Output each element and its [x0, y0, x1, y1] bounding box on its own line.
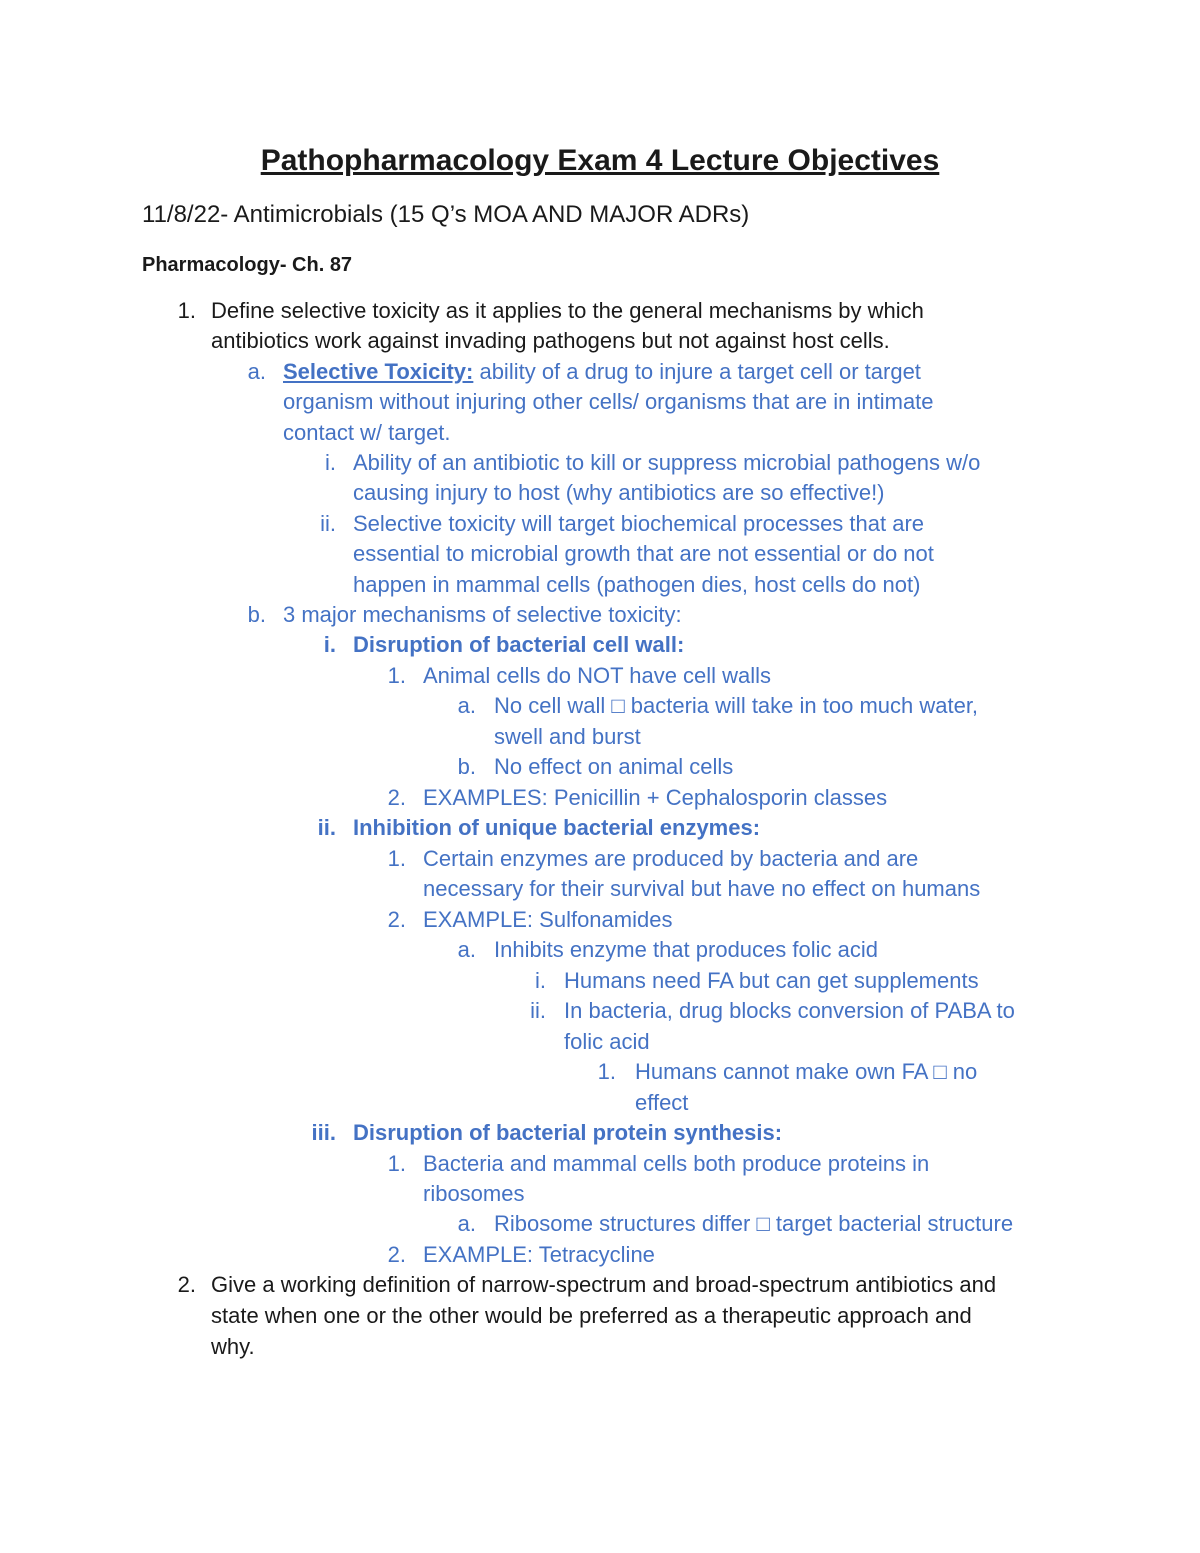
- mech3-point-2: EXAMPLE: Tetracycline: [423, 1242, 655, 1267]
- mech2-point-2-marker: 2.: [387, 907, 406, 932]
- mech2-point-2aii-line-2: folic acid: [564, 1029, 650, 1054]
- mech1-point-1b-marker: b.: [457, 754, 476, 779]
- mech2-point-1-marker: 1.: [387, 846, 406, 871]
- objective-2-text-line-3: why.: [211, 1334, 255, 1359]
- mech2-point-1-line-1: Certain enzymes are produced by bacteria and are: [423, 846, 919, 871]
- mech2-point-1-line-2: necessary for their survival but have no effect on humans: [423, 876, 981, 901]
- mechanism-2-heading: Inhibition of unique bacterial enzymes:: [353, 815, 761, 840]
- mech3-point-1a: Ribosome structures differ □ target bacterial structure: [494, 1211, 1014, 1236]
- item-b-text: 3 major mechanisms of selective toxicity:: [283, 602, 682, 627]
- item-b-marker: b.: [247, 602, 266, 627]
- objective-1-text-line-2: antibiotics work against invading pathogens but not against host cells.: [211, 328, 890, 353]
- mech2-point-2ai: Humans need FA but can get supplements: [564, 968, 979, 993]
- objective-1-marker: 1.: [177, 298, 196, 323]
- item-a-ii-line-1: Selective toxicity will target biochemical processes that are: [353, 511, 925, 536]
- mech2-point-2aii1-line-2: effect: [635, 1090, 689, 1115]
- definition-line-3: contact w/ target.: [283, 420, 451, 445]
- mechanism-2-marker: ii.: [317, 815, 336, 840]
- mech2-point-2a: Inhibits enzyme that produces folic acid: [494, 937, 878, 962]
- mech2-point-2aii1-marker: 1.: [597, 1059, 616, 1084]
- mech3-point-2-marker: 2.: [387, 1242, 406, 1267]
- mech2-point-2aii-line-1: In bacteria, drug blocks conversion of PABA to: [564, 998, 1015, 1023]
- mech3-point-1-line-1: Bacteria and mammal cells both produce proteins in: [423, 1151, 930, 1176]
- item-a-marker: a.: [247, 359, 266, 384]
- mech2-point-2aii-marker: ii.: [530, 998, 546, 1023]
- mech1-point-2-marker: 2.: [387, 785, 406, 810]
- definition-line-1: ability of a drug to injure a target cell or target: [473, 359, 921, 384]
- mechanism-3-heading: Disruption of bacterial protein synthesis:: [353, 1120, 783, 1145]
- mech1-point-1a-line-1: No cell wall □ bacteria will take in too much water,: [494, 693, 979, 718]
- mechanism-3-marker: iii.: [311, 1120, 336, 1145]
- mech3-point-1-marker: 1.: [387, 1151, 406, 1176]
- objective-2-text-line-1: Give a working definition of narrow-spectrum and broad-spectrum antibiotics and: [211, 1272, 997, 1297]
- item-a-ii-line-2: essential to microbial growth that are not essential or do not: [353, 541, 934, 566]
- lecture-date-heading: 11/8/22- Antimicrobials (15 Q’s MOA AND MAJOR ADRs): [142, 201, 750, 228]
- mech1-point-1: Animal cells do NOT have cell walls: [423, 663, 772, 688]
- definition-line-2: organism without injuring other cells/ organisms that are in intimate: [283, 389, 934, 414]
- chapter-heading: Pharmacology- Ch. 87: [142, 254, 353, 276]
- mech1-point-1a-line-2: swell and burst: [494, 724, 641, 749]
- mech2-point-2aii1-line-1: Humans cannot make own FA □ no: [635, 1059, 978, 1084]
- mech2-point-2ai-marker: i.: [535, 968, 546, 993]
- selective-toxicity-definition: [283, 357, 921, 387]
- objective-1-text-line-1: Define selective toxicity as it applies to the general mechanisms by which: [211, 298, 924, 323]
- objective-2-text-line-2: state when one or the other would be preferred as a therapeutic approach and: [211, 1303, 972, 1328]
- objective-2-marker: 2.: [177, 1272, 196, 1297]
- mech1-point-1a-marker: a.: [457, 693, 476, 718]
- mech3-point-1a-marker: a.: [457, 1211, 476, 1236]
- mech3-point-1-line-2: ribosomes: [423, 1181, 525, 1206]
- mech2-point-2: EXAMPLE: Sulfonamides: [423, 907, 673, 932]
- item-a-ii-marker: ii.: [320, 511, 336, 536]
- document-title: Pathopharmacology Exam 4 Lecture Objectives: [260, 144, 940, 177]
- mechanism-1-heading: Disruption of bacterial cell wall:: [353, 632, 685, 657]
- mechanism-1-marker: i.: [323, 632, 336, 657]
- item-a-i-line-2: causing injury to host (why antibiotics are so effective!): [353, 480, 885, 505]
- mech1-point-2: EXAMPLES: Penicillin + Cephalosporin classes: [423, 785, 888, 810]
- mech1-point-1b: No effect on animal cells: [494, 754, 734, 779]
- item-a-i-line-1: Ability of an antibiotic to kill or suppress microbial pathogens w/o: [353, 450, 981, 475]
- selective-toxicity-term: Selective Toxicity:: [283, 359, 474, 384]
- mech2-point-2a-marker: a.: [457, 937, 476, 962]
- item-a-ii-line-3: happen in mammal cells (pathogen dies, host cells do not): [353, 572, 921, 597]
- mech1-point-1-marker: 1.: [387, 663, 406, 688]
- item-a-i-marker: i.: [325, 450, 336, 475]
